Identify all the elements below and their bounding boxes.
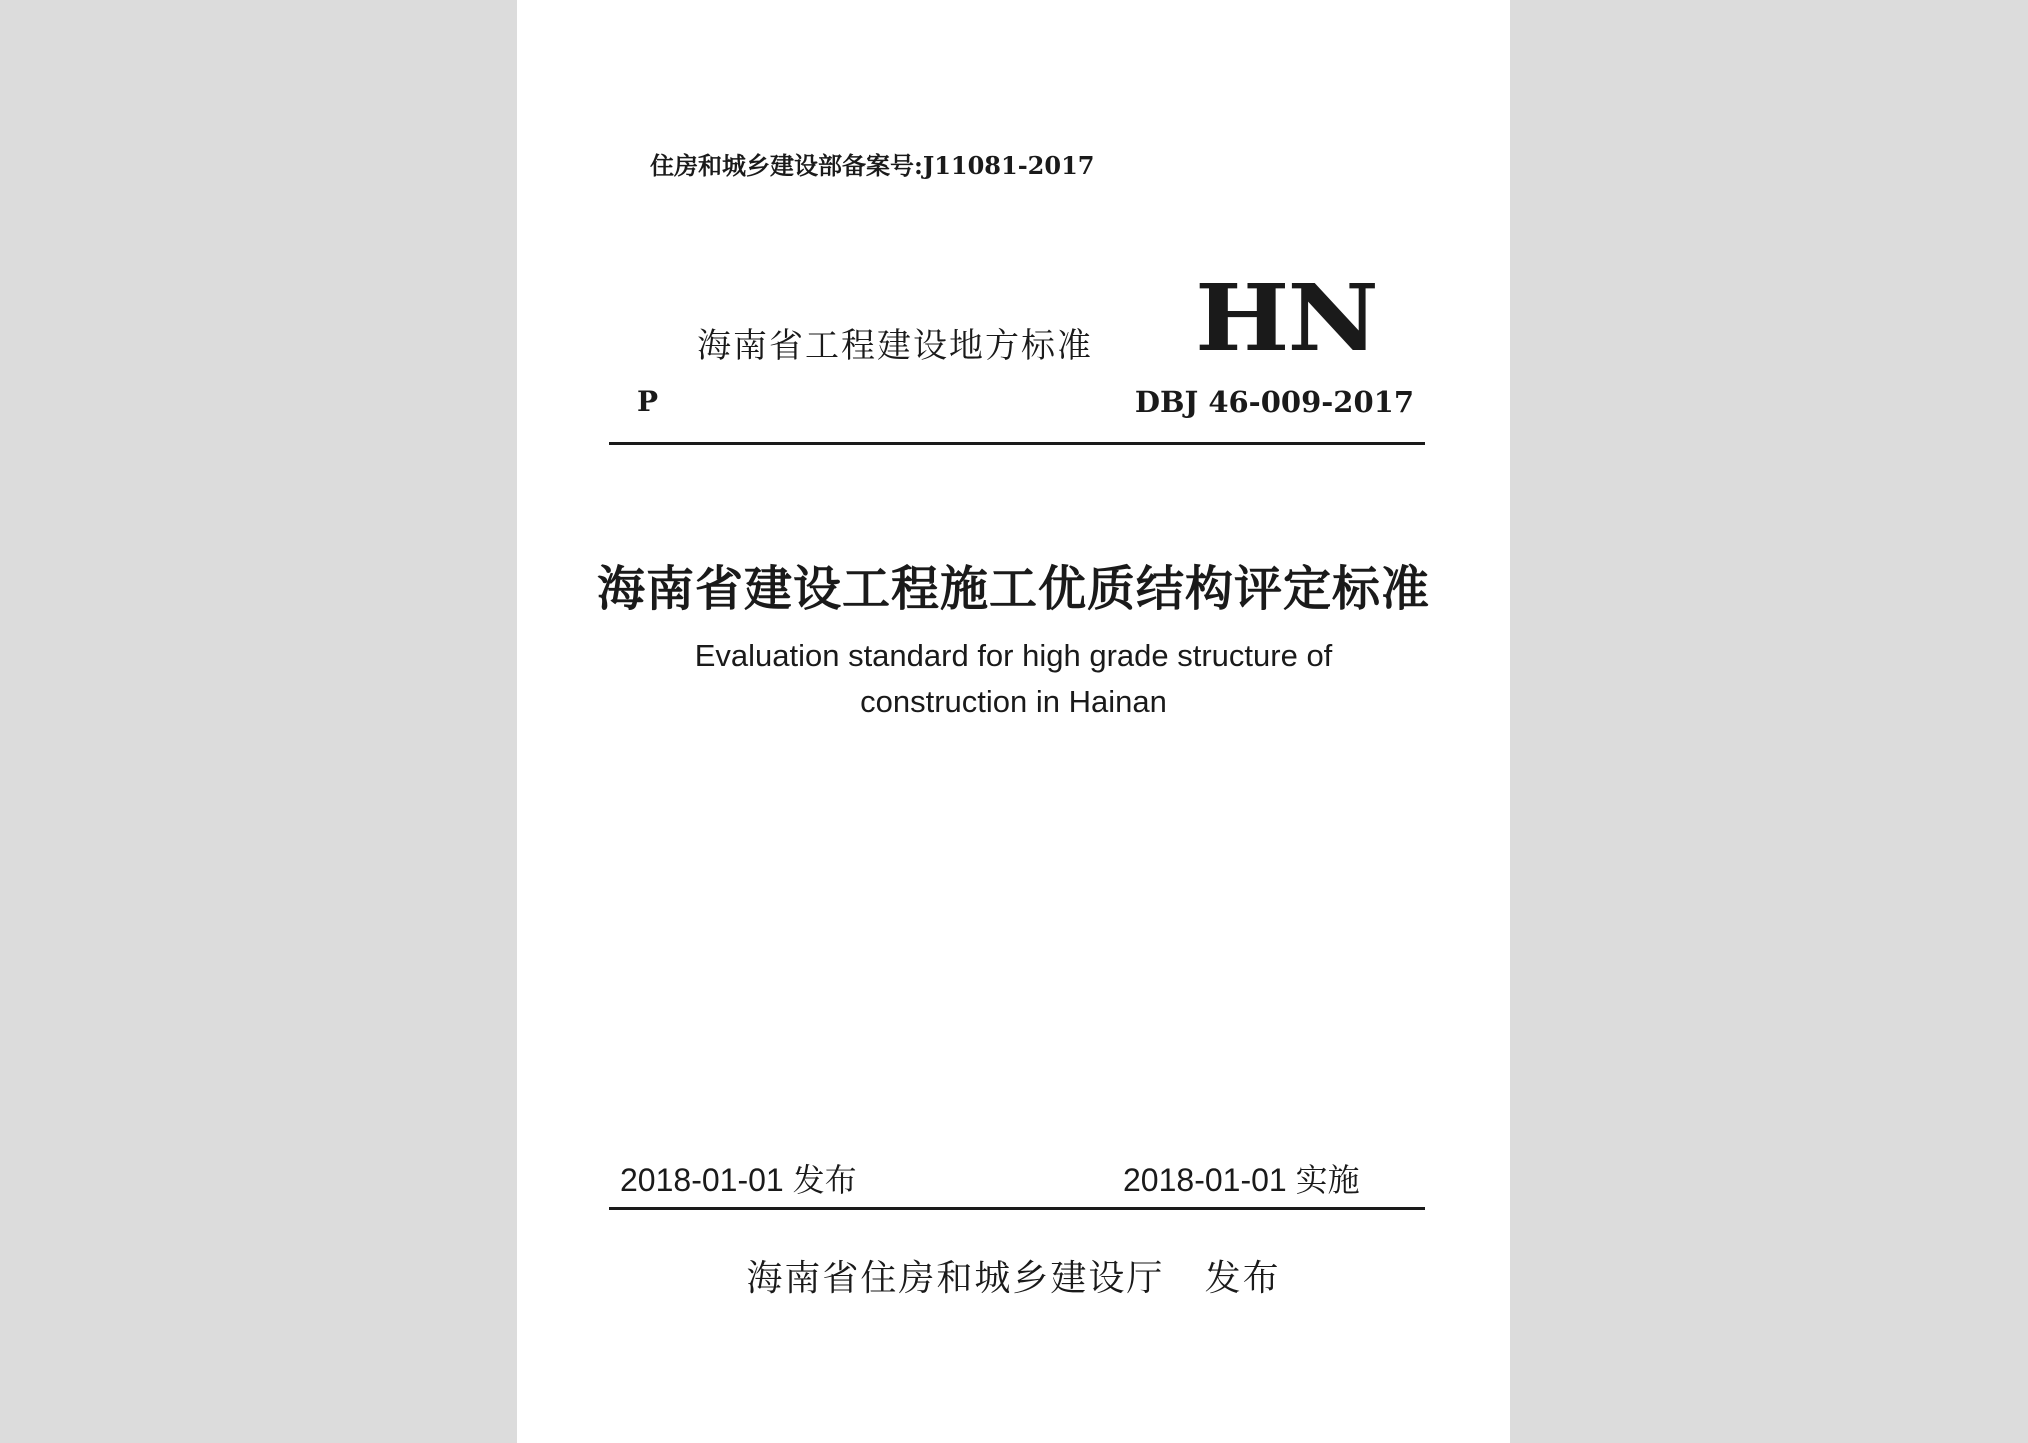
standard-number: DBJ 46-009-2017 bbox=[1134, 385, 1414, 419]
title-chinese: 海南省建设工程施工优质结构评定标准 bbox=[596, 561, 1430, 617]
classification-code: P bbox=[637, 385, 659, 418]
record-number: 住房和城乡建设部备案号:J11081-2017 bbox=[650, 151, 1095, 180]
bottom-divider bbox=[609, 1207, 1425, 1210]
issue-date: 2018-01-01 发布 bbox=[620, 1162, 857, 1198]
title-english-line-2: construction in Hainan bbox=[860, 684, 1167, 719]
title-english bbox=[517, 633, 1510, 725]
top-divider bbox=[609, 442, 1425, 445]
title-english-line-1: Evaluation standard for high grade structure of bbox=[694, 638, 1333, 673]
publisher: 海南省住房和城乡建设厅 发布 bbox=[746, 1258, 1281, 1299]
local-standard-label: 海南省工程建设地方标准 bbox=[697, 326, 1093, 366]
standard-cover-page bbox=[517, 0, 1510, 1443]
hn-logo-mark: HN bbox=[1195, 263, 1377, 373]
implementation-date: 2018-01-01 实施 bbox=[1123, 1162, 1360, 1198]
